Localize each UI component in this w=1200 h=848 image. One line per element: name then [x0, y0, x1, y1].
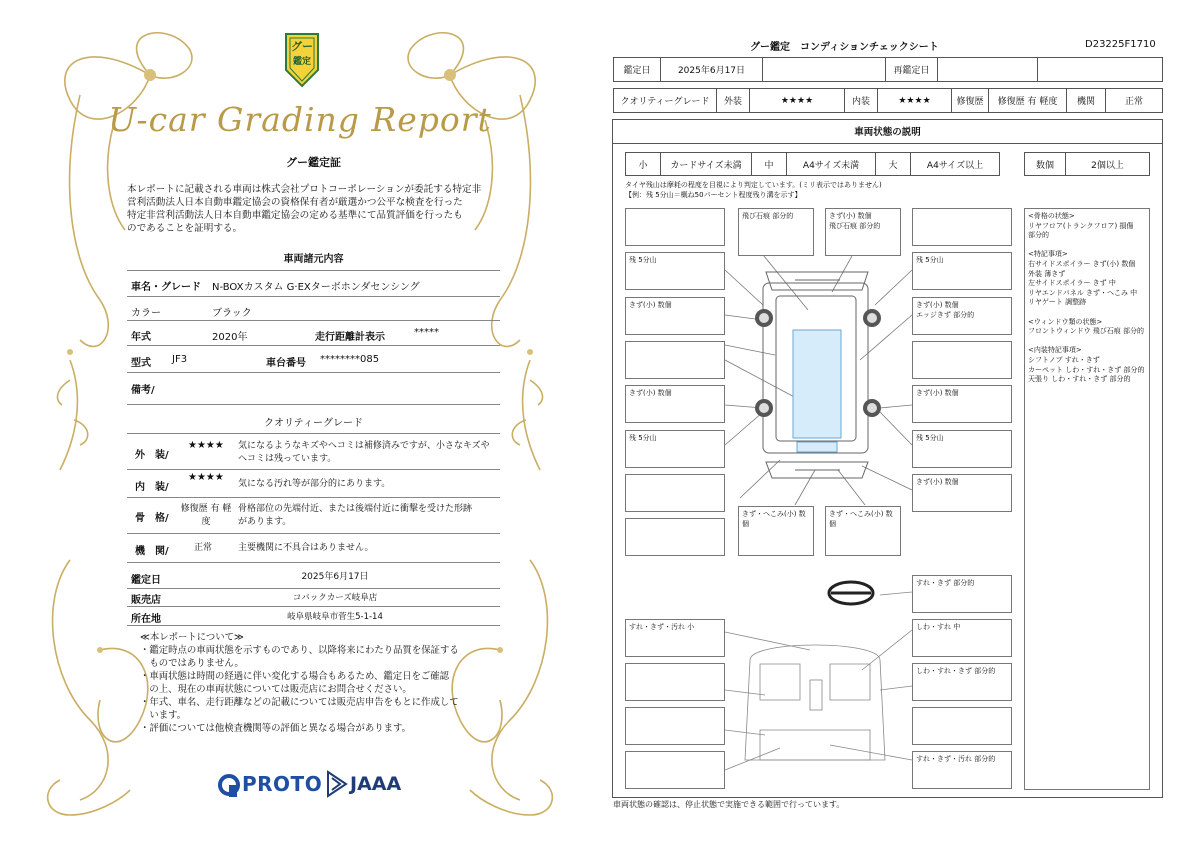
callout-box: [625, 707, 725, 745]
interior-grade: ★★★★: [877, 88, 952, 113]
year-value: 2020年: [212, 332, 248, 343]
divider: [127, 270, 500, 271]
note-line: カーペット しわ・すれ・きず 部分的: [1028, 365, 1145, 374]
jaaa-logo-text: JAAA: [350, 773, 402, 795]
quality-desc-line: 気になるようなキズやヘコミは補修済みですが、小さなキズや: [238, 441, 490, 451]
proto-logo-text: PROTO: [242, 772, 323, 796]
divider: [127, 469, 500, 470]
quality-desc-line: ヘコミは残っています。: [238, 454, 337, 464]
quality-grade: 修復歴 有 軽度: [180, 504, 232, 527]
chassis-value: ********085: [320, 354, 380, 365]
certificate-title: グー鑑定証: [286, 156, 341, 169]
color-label: カラー: [131, 308, 161, 319]
callout-box: しわ・すれ・きず 部分的: [912, 663, 1012, 701]
callout-box: きず(小) 数個: [912, 385, 1012, 423]
model-label: 型式: [131, 358, 151, 369]
quality-label: 外 装/: [135, 450, 169, 461]
intro-line: のであることを証明する。: [127, 223, 243, 234]
car-name-label: 車名・グレード: [131, 282, 201, 293]
count-label: 数個: [1024, 152, 1066, 176]
divider: [127, 372, 500, 373]
repair-value: 修復歴 有 軽度: [988, 88, 1067, 113]
note-line: 部分的: [1028, 231, 1049, 240]
exterior-grade: ★★★★: [749, 88, 845, 113]
quality-desc-line: があります。: [238, 517, 292, 527]
size-small-desc: カードサイズ未満: [660, 152, 752, 176]
note-line: ・評価については他検査機関等の評価と異なる場合があります。: [140, 723, 411, 734]
divider: [127, 320, 500, 321]
note-line: シフトノブ すれ・きず: [1028, 355, 1100, 364]
callout-box: きず(小) 数個: [912, 474, 1012, 512]
callout-box: [625, 208, 725, 246]
model-value: JF3: [172, 354, 188, 365]
jaaa-logo-icon: [326, 770, 348, 798]
footer-note: 車両状態の確認は、停止状態で実施できる範囲で行っています。: [613, 800, 845, 809]
divider: [127, 562, 500, 563]
callout-box: [625, 341, 725, 379]
callout-box: すれ・きず 部分的: [912, 575, 1012, 613]
quality-title: クオリティーグレード: [264, 418, 363, 429]
quality-desc-line: 主要機関に不具合はありません。: [238, 543, 374, 553]
spacer: [1028, 308, 1146, 318]
mileage-label: 走行距離計表示: [315, 332, 385, 343]
date-label: 鑑定日: [131, 575, 161, 586]
size-large-desc: A4サイズ以上: [910, 152, 1000, 176]
report-title: U-car Grading Report: [108, 100, 492, 139]
callout-box: きず・へこみ(小) 数個: [825, 506, 901, 556]
callout-box: [912, 707, 1012, 745]
note-line: <骨格の状態>: [1028, 212, 1075, 220]
quality-grade: ★★★★: [188, 440, 224, 451]
callout-box: すれ・きず・汚れ 部分的: [912, 751, 1012, 789]
callout-box: きず・へこみ(小) 数個: [738, 506, 814, 556]
quality-label: 内 装/: [135, 482, 169, 493]
quality-label: 骨 格/: [135, 513, 169, 524]
callout-box: きず(小) 数個 飛び石痕 部分的: [825, 208, 901, 256]
callout-box: すれ・きず・汚れ 小: [625, 619, 725, 657]
callout-box: きず(小) 数個 エッジきず 部分的: [912, 297, 1012, 335]
divider: [127, 625, 500, 626]
quality-label: 機 関/: [135, 546, 169, 557]
exterior-label: 外装: [716, 88, 750, 113]
count-value: 2個以上: [1065, 152, 1150, 176]
callout-box: [625, 751, 725, 789]
tire-note: タイヤ残山は摩耗の程度を目視により判定しています。(ミリ表示ではありません): [625, 181, 882, 189]
reeval-label: 再鑑定日: [885, 57, 938, 82]
divider: [127, 296, 500, 297]
car-name-value: N-BOXカスタム G·EXターボホンダセンシング: [212, 282, 420, 293]
repair-label: 修復歴: [951, 88, 989, 113]
size-large-label: 大: [875, 152, 911, 176]
address-value: 岐阜県岐阜市菅生5-1-14: [287, 612, 383, 622]
condition-check-sheet: [600, 0, 1200, 848]
callout-box: しわ・すれ 中: [912, 619, 1012, 657]
note-line: <特記事項>: [1028, 250, 1068, 259]
condition-title: 車両状態の説明: [612, 119, 1163, 144]
note-line: います。: [140, 710, 187, 721]
shop-value: コバックカーズ岐阜店: [292, 593, 378, 603]
date-label: 鑑定日: [613, 57, 661, 82]
spec-title: 車両諸元内容: [283, 254, 344, 265]
divider: [127, 533, 500, 534]
callout-box: 残 5分山: [912, 252, 1012, 290]
chassis-label: 車台番号: [266, 358, 306, 369]
remarks-label: 備考/: [131, 385, 155, 396]
notes-title: ≪本レポートについて≫: [140, 632, 244, 643]
spacer: [1028, 337, 1146, 347]
divider: [127, 497, 500, 498]
quality-desc-line: 気になる汚れ等が部分的にあります。: [238, 479, 391, 489]
quality-desc: [238, 440, 490, 466]
callout-box: [625, 663, 725, 701]
tire-note: 【例：残 5分山＝概ね50パーセント程度残り溝を示す】: [625, 191, 802, 199]
quality-desc: [238, 503, 472, 529]
note-line: 天張り しわ・すれ・きず 部分的: [1028, 375, 1131, 384]
divider: [127, 588, 500, 589]
intro-text: [127, 183, 507, 235]
callout-box: きず(小) 数個: [625, 385, 725, 423]
date-value: 2025年6月17日: [660, 57, 763, 82]
callout-box: 残 5分山: [912, 430, 1012, 468]
quality-grade: 正常: [194, 543, 213, 553]
callout-box: [912, 208, 1012, 246]
engine-label: 機関: [1066, 88, 1106, 113]
intro-line: 営利活動法人日本自動車鑑定協会の資格保有者が厳選かつ公平な検査を行った: [127, 197, 463, 208]
quality-desc: [238, 542, 374, 555]
divider: [127, 404, 500, 405]
note-line: ・鑑定時点の車両状態を示すものであり、以降将来にわたり品質を保証する: [140, 645, 459, 656]
note-line: <内装特記事項>: [1028, 346, 1082, 355]
size-medium-label: 中: [751, 152, 787, 176]
note-line: <ウィンドウ類の状態>: [1028, 317, 1103, 326]
callout-box: [912, 341, 1012, 379]
size-medium-desc: A4サイズ未満: [786, 152, 876, 176]
intro-line: 本レポートに記載される車両は株式会社プロトコーポレーションが委託する特定非: [127, 184, 482, 195]
note-line: リヤエンドパネル きず・へこみ 中: [1028, 288, 1138, 297]
callout-box: 残 5分山: [625, 430, 725, 468]
note-line: リヤゲート 調整跡: [1028, 298, 1087, 307]
note-line: ものではありません。: [140, 658, 244, 669]
note-line: ・車両状態は時間の経過に伴い変化する場合もあるため、鑑定日をご確認: [140, 671, 450, 682]
quality-desc-line: 骨格部位の先端付近、または後端付近に衝撃を受けた形跡: [238, 504, 473, 514]
divider: [127, 345, 500, 346]
spacer: [1028, 241, 1146, 251]
date-value: 2025年6月17日: [301, 572, 369, 582]
shop-label: 販売店: [131, 595, 161, 606]
badge-top-text: グー: [291, 40, 313, 53]
note-line: 左サイドスポイラー きず 中: [1028, 279, 1116, 288]
note-line: リヤフロア(トランクフロア) 損傷: [1028, 221, 1134, 230]
quality-grade: ★★★★: [188, 472, 224, 483]
badge-bottom-text: 鑑定: [292, 57, 311, 67]
quality-grade-label: クオリティーグレード: [613, 88, 717, 113]
notes-list: [140, 644, 508, 735]
engine-value: 正常: [1105, 88, 1163, 113]
address-label: 所在地: [131, 614, 161, 625]
year-label: 年式: [131, 332, 151, 343]
note-line: ・年式、車名、走行距離などの記載については販売店申告をもとに作成して: [140, 697, 459, 708]
note-line: の上、現在の車両状態については販売店にお問合せください。: [140, 684, 412, 695]
intro-line: 特定非営利活動法人日本自動車鑑定協会の定める基準にて品質評価を行ったも: [127, 210, 463, 221]
color-value: ブラック: [212, 308, 252, 319]
callout-box: 飛び石痕 部分的: [738, 208, 814, 256]
size-small-label: 小: [625, 152, 661, 176]
quality-desc: [238, 478, 390, 491]
callout-box: 残 5分山: [625, 252, 725, 290]
divider: [127, 433, 500, 434]
interior-label: 内装: [844, 88, 878, 113]
mileage-value: *****: [414, 327, 439, 338]
note-line: 外装 薄きず: [1028, 269, 1066, 278]
note-line: フロントウィンドウ 飛び石痕 部分的: [1028, 327, 1145, 336]
proto-logo-icon: [215, 772, 243, 798]
sheet-title: グー鑑定 コンディションチェックシート: [750, 42, 939, 53]
callout-box: [625, 474, 725, 512]
side-notes: [1024, 208, 1150, 790]
divider: [127, 606, 500, 607]
document-id: D23225F1710: [1085, 39, 1156, 50]
note-line: 右サイドスポイラー きず(小) 数個: [1028, 259, 1136, 268]
callout-box: [625, 518, 725, 556]
callout-box: きず(小) 数個: [625, 297, 725, 335]
